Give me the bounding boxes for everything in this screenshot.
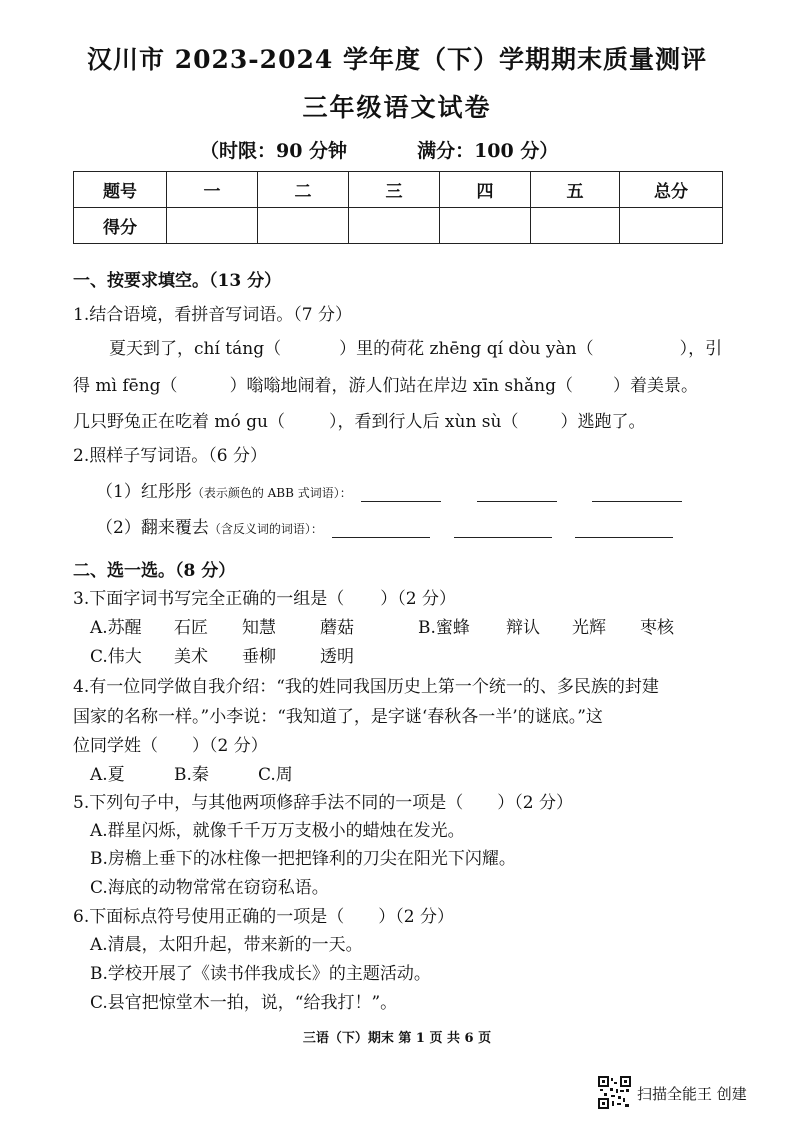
answer-line[interactable]	[477, 487, 557, 502]
q6-option-b: B.学校开展了《读书伴我成长》的主题活动。	[90, 964, 431, 984]
score-input-cell[interactable]	[620, 208, 723, 244]
exam-time-score	[200, 136, 558, 163]
q1-line3: 几只野兔正在吃着 mó gu（ ），看到行人后 xùn sù（ ）逃跑了。	[73, 412, 646, 432]
answer-line[interactable]	[575, 523, 673, 538]
exam-title: 汉川市 2023-2024 学年度（下）学期期末质量测评	[87, 45, 707, 74]
page-footer: 三语（下）期末 第 1 页 共 6 页	[302, 1031, 492, 1046]
q6-option-c: C.县官把惊堂木一拍，说，“给我打！”。	[90, 993, 398, 1013]
score-input-cell[interactable]	[349, 208, 440, 244]
score-table-header-row	[74, 172, 723, 208]
answer-line[interactable]	[454, 523, 552, 538]
q4-line3: 位同学姓（ ）（2 分）	[73, 736, 268, 756]
section1-heading: 一、按要求填空。（13 分）	[73, 271, 282, 291]
score-cell: 题号	[74, 172, 167, 208]
answer-line[interactable]	[332, 523, 430, 538]
score-cell: 三	[349, 172, 440, 208]
qr-code-icon	[598, 1076, 631, 1109]
answer-line[interactable]	[592, 487, 682, 502]
q2-prompt: 2.照样子写词语。（6 分）	[73, 446, 267, 466]
score-cell: 得分	[74, 208, 167, 244]
q5-option-b: B.房檐上垂下的冰柱像一把把锋利的刀尖在阳光下闪耀。	[90, 849, 516, 869]
score-input-cell[interactable]	[440, 208, 531, 244]
scanner-watermark: 扫描全能王 创建	[637, 1085, 747, 1103]
section2-heading: 二、选一选。（8 分）	[73, 561, 236, 581]
q3-prompt: 3.下面字词书写完全正确的一组是（ ）（2 分）	[73, 589, 456, 609]
score-input-cell[interactable]	[531, 208, 620, 244]
q1-prompt: 1.结合语境，看拼音写词语。（7 分）	[73, 305, 352, 325]
time-limit: （时限：90 分钟	[200, 140, 348, 162]
q3-options-ab: A.苏醒 石匠 知慧 蘑菇 B.蜜蜂 辩认 光辉 枣核	[90, 618, 674, 638]
q4-line2: 国家的名称一样。”小李说：“我知道了，是字谜‘春秋各一半’的谜底。”这	[73, 707, 603, 727]
score-cell: 二	[258, 172, 349, 208]
exam-subtitle: 三年级语文试卷	[302, 93, 492, 122]
score-input-cell[interactable]	[167, 208, 258, 244]
full-score: 满分：100 分）	[417, 140, 559, 162]
q5-prompt: 5.下列句子中，与其他两项修辞手法不同的一项是（ ）（2 分）	[73, 793, 573, 813]
answer-line[interactable]	[361, 487, 441, 502]
q6-option-a: A.清晨，太阳升起，带来新的一天。	[90, 935, 363, 955]
q6-prompt: 6.下面标点符号使用正确的一项是（ ）（2 分）	[73, 907, 454, 927]
score-input-cell[interactable]	[258, 208, 349, 244]
q4-line1: 4.有一位同学做自我介绍：“我的姓同我国历史上第一个统一的、多民族的封建	[73, 677, 659, 697]
q1-line1: 夏天到了，chí táng（ ）里的荷花 zhēng qí dòu yàn（ ），引	[109, 339, 723, 359]
q5-option-a: A.群星闪烁，就像千千万万支极小的蜡烛在发光。	[90, 821, 465, 841]
score-table	[73, 171, 723, 244]
q2-item1: （1）红彤彤（表示颜色的 ABB 式词语）：	[96, 477, 682, 502]
q2-item2: （2）翻来覆去（含反义词的词语）：	[96, 513, 673, 538]
q5-option-c: C.海底的动物常常在窃窃私语。	[90, 878, 329, 898]
score-cell: 四	[440, 172, 531, 208]
score-table-score-row	[74, 208, 723, 244]
q4-options: A.夏 B.秦 C.周	[90, 765, 293, 785]
q1-line2: 得 mì fēng（ ）嗡嗡地闹着，游人们站在岸边 xīn shǎng（ ）着美景。	[73, 376, 698, 396]
score-cell: 五	[531, 172, 620, 208]
q3-options-c: C.伟大 美术 垂柳 透明	[90, 647, 354, 667]
score-cell: 总分	[620, 172, 723, 208]
score-cell: 一	[167, 172, 258, 208]
